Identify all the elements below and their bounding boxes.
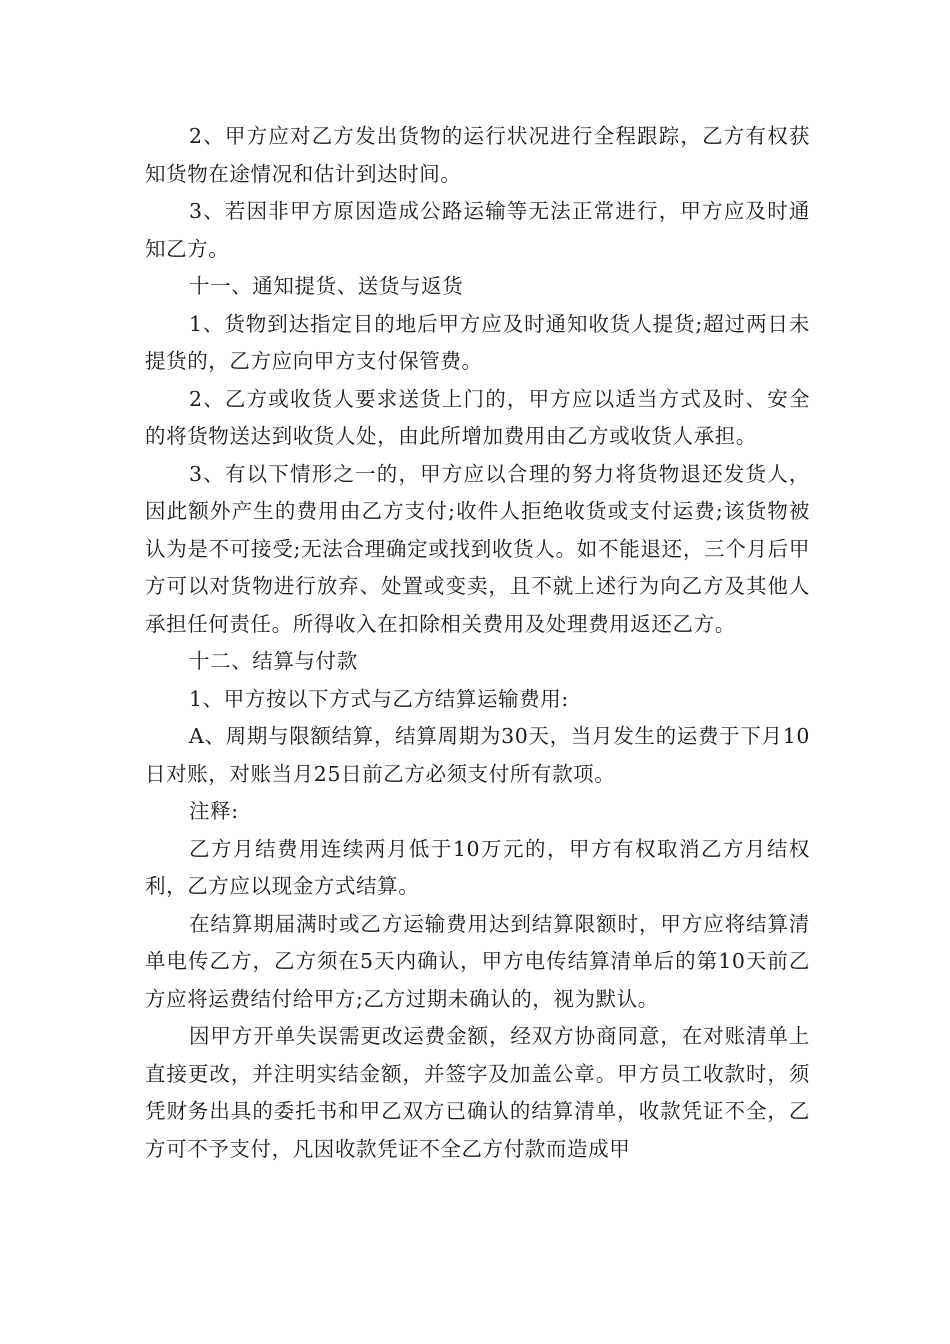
section-heading-11: 十一、通知提货、送货与返货 [189, 274, 464, 298]
paragraph-clause-11-3: 3、有以下情形之一的，甲方应以合理的努力将货物退还发货人，因此额外产生的费用由乙方支付;收件人拒绝收货或支付运费;该货物被认为是不可接受;无法合理确定或找到收货人。如不能退还，三个月后甲方可以对货物进行放弃、处置或变卖，且不就上述行为向乙方及其他人承担任何责任。所得收入在扣除相关费用及处理费用返还乙方。 [145, 461, 810, 636]
paragraph-clause-11-1: 1、货物到达指定目的地后甲方应及时通知收货人提货;超过两日未提货的，乙方应向甲方支付保管费。 [145, 311, 810, 373]
paragraph-clause-12-1: 1、甲方按以下方式与乙方结算运输费用: [189, 686, 569, 711]
paragraph-clause-11-2: 2、乙方或收货人要求送货上门的，甲方应以适当方式及时、安全的将货物送达到收货人处，由此所增加费用由乙方或收货人承担。 [145, 386, 810, 448]
paragraph-note-1: 乙方月结费用连续两月低于10万元的，甲方有权取消乙方月结权利，乙方应以现金方式结算。 [145, 836, 810, 898]
paragraph-note-2: 在结算期届满时或乙方运输费用达到结算限额时，甲方应将结算清单电传乙方，乙方须在5天内确认，甲方电传结算清单后的第10天前乙方应将运费结付给甲方;乙方过期未确认的，视为默认。 [145, 911, 810, 1011]
section-heading-12: 十二、结算与付款 [189, 649, 358, 673]
paragraph-clause-10-2: 2、甲方应对乙方发出货物的运行状况进行全程跟踪，乙方有权获知货物在途情况和估计到达时间。 [145, 124, 810, 186]
paragraph-clause-12-1-a: A、周期与限额结算，结算周期为30天，当月发生的运费于下月10日对账，对账当月25日前乙方必须支付所有款项。 [145, 724, 810, 786]
paragraph-note-label: 注释: [189, 799, 239, 823]
paragraph-clause-10-3: 3、若因非甲方原因造成公路运输等无法正常进行，甲方应及时通知乙方。 [145, 199, 810, 261]
document-body [145, 118, 810, 1168]
paragraph-note-3: 因甲方开单失误需更改运费金额，经双方协商同意，在对账清单上直接更改，并注明实结金额，并签字及加盖公章。甲方员工收款时，须凭财务出具的委托书和甲乙双方已确认的结算清单，收款凭证不全，乙方可不予支付，凡因收款凭证不全乙方付款而造成甲 [145, 1024, 810, 1161]
